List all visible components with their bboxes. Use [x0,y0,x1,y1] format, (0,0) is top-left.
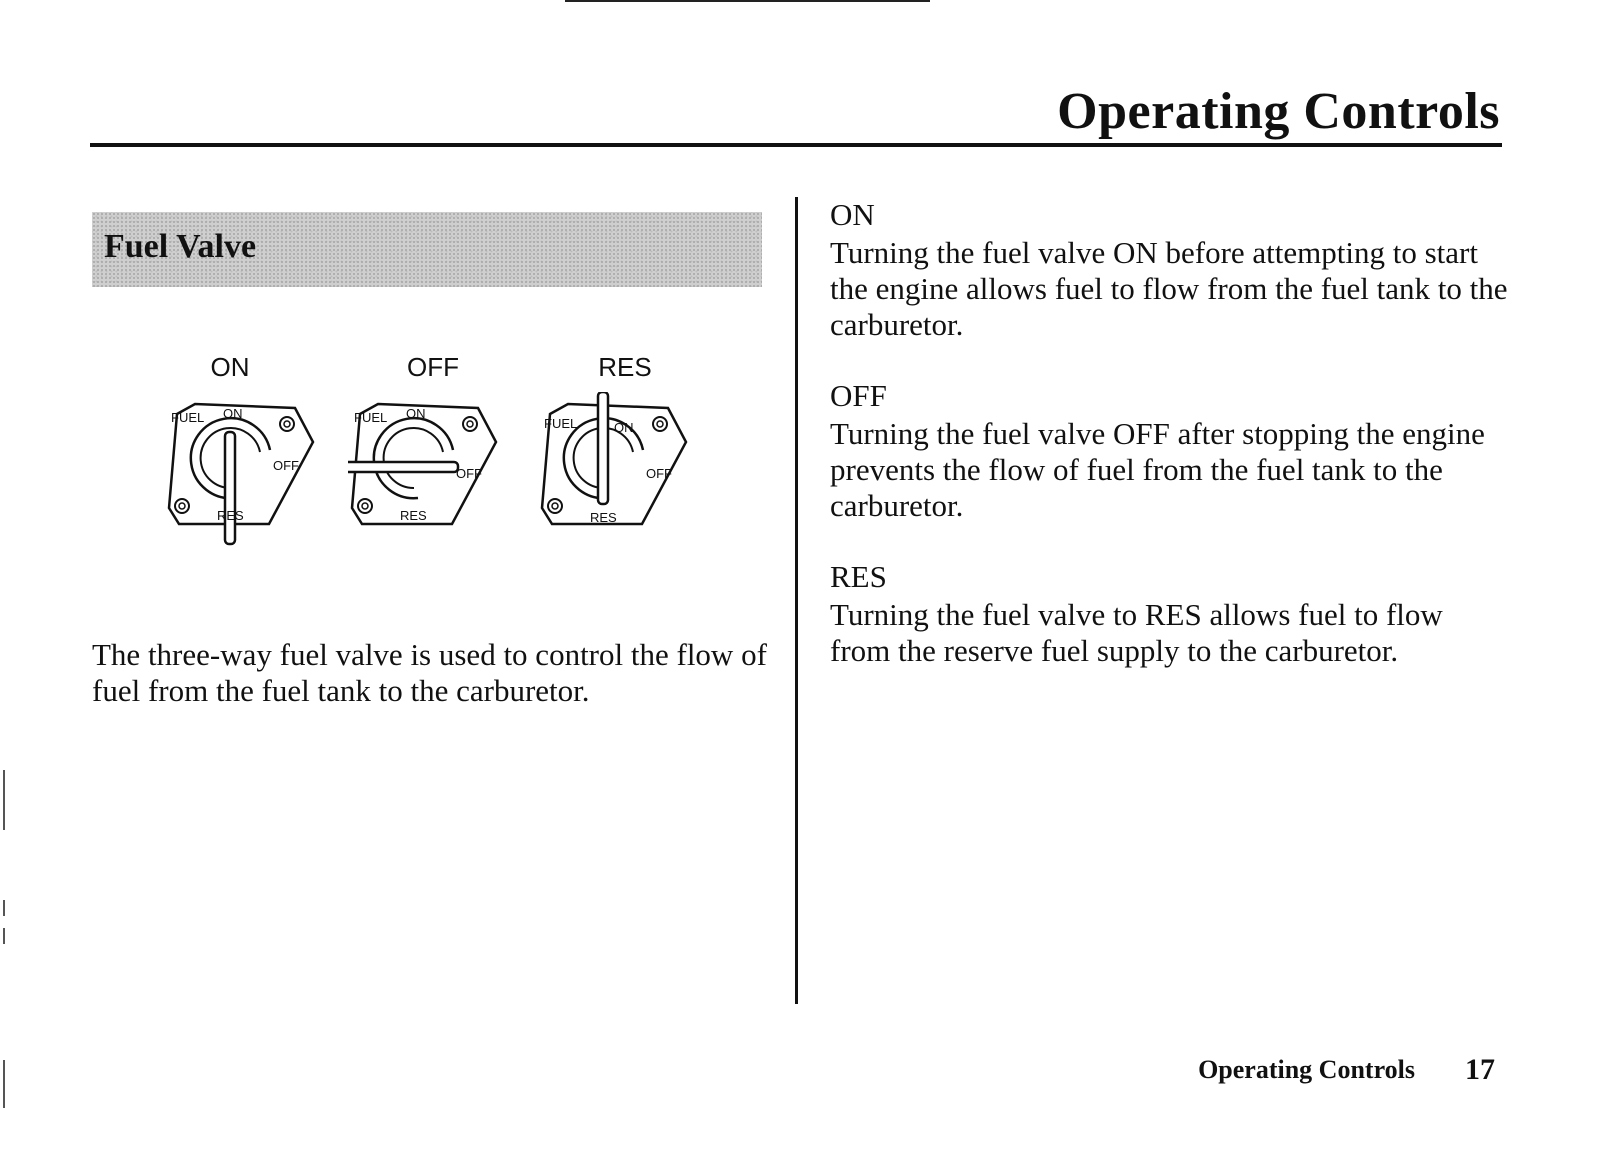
mode-off [830,378,1510,524]
valve-fuel-text: FUEL [354,410,388,425]
valve-res-label: RES [598,352,652,382]
valve-res-text: RES [590,510,617,525]
footer-section-title: Operating Controls [1198,1055,1415,1084]
column-divider [795,197,798,1004]
valve-on-text: ON [614,420,634,435]
valve-off-label: OFF [407,352,459,382]
valve-res-text: RES [217,508,244,523]
margin-mark [3,770,5,830]
section-banner [92,212,762,287]
valve-on-text: ON [223,406,243,421]
margin-mark [3,1060,5,1108]
intro-paragraph: The three-way fuel valve is used to control the flow of fuel from the fuel tank to the carburetor. [92,637,767,708]
valve-on-label: ON [210,352,250,382]
section-title: Fuel Valve [104,228,257,265]
valve-res-text: RES [400,508,427,523]
valve-on-text: ON [406,406,426,421]
fuel-valve-on-diagram [165,392,325,572]
valve-modes-list [830,197,1510,704]
mode-heading: OFF [830,378,887,413]
mode-heading: RES [830,559,887,594]
valve-fuel-text: FUEL [544,416,578,431]
top-rule [565,0,930,2]
margin-mark [3,900,5,916]
mode-description: Turning the fuel valve to RES allows fuel to flow from the reserve fuel supply to the carburetor. [830,597,1443,668]
fuel-valve-off-diagram [348,392,508,572]
mode-description: Turning the fuel valve ON before attempting to start the engine allows fuel to flow from the fuel tank to the carburetor. [830,235,1508,342]
mode-description: Turning the fuel valve OFF after stopping the engine prevents the flow of fuel from the fuel tank to the carburetor. [830,416,1485,523]
page-title: Operating Controls [1057,83,1500,140]
mode-on [830,197,1510,343]
valve-off-text: OFF [456,466,482,481]
page-number: 17 [1465,1053,1495,1086]
valve-off-text: OFF [273,458,299,473]
margin-mark [3,928,5,944]
valve-off-text: OFF [646,466,672,481]
valve-fuel-text: FUEL [171,410,205,425]
mode-res [830,559,1510,669]
fuel-valve-res-diagram [538,392,698,572]
mode-heading: ON [830,197,875,232]
header-rule [90,143,1502,147]
